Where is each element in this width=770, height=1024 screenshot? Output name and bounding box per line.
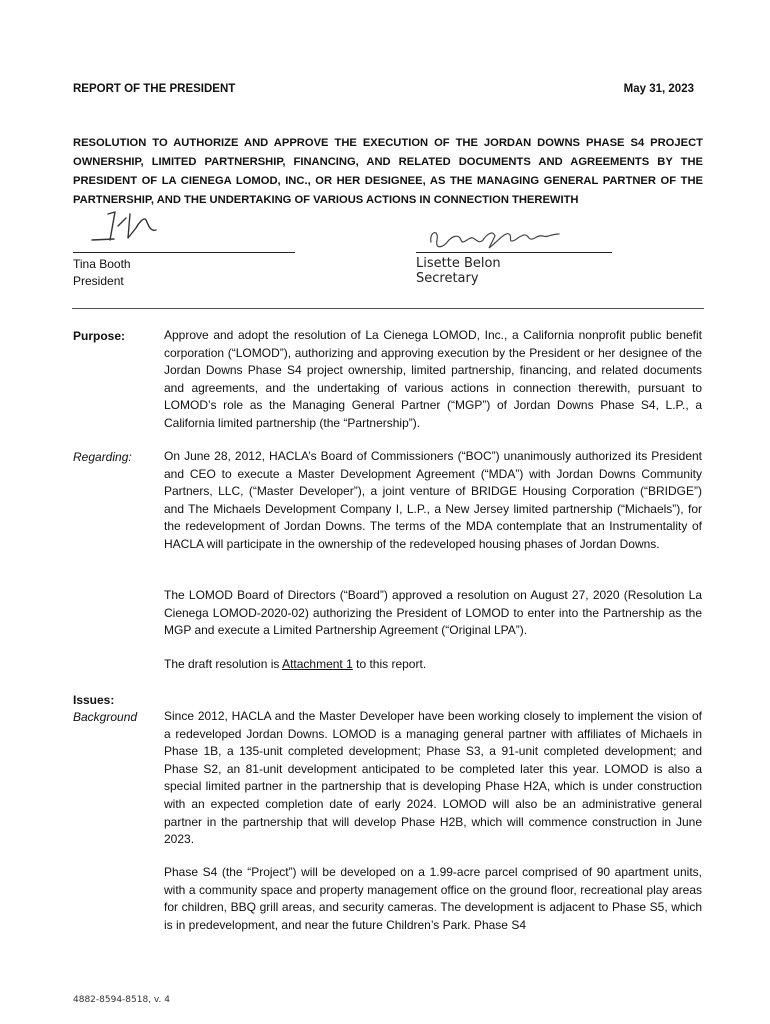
regarding-paragraph-1: On June 28, 2012, HACLA’s Board of Commissioners (“BOC”) unanimously authorized its President and CEO to execute a Master Development Agreement (“MDA”) with Jordan Downs Community Partners, LLC, (“Master Developer”), a joint venture of BRIDGE Housing Corporation (“BRIDGE”) and The Michaels Development Company I, L.P., a New Jersey limited partnership (“Michaels”), for the redevelopment of Jordan Downs. The terms of the MDA contemplate that an Instrumentality of HACLA will participate in the ownership of the redeveloped housing phases of Jordan Downs. bbox=[164, 449, 702, 551]
signer-name-right: Lisette Belon bbox=[416, 256, 501, 271]
issues-label: Issues: bbox=[73, 693, 115, 707]
section-divider bbox=[72, 308, 704, 309]
background-paragraph-2: Phase S4 (the “Project”) will be developed on a 1.99-acre parcel comprised of 90 apartment units, with a community space and property management office on the ground floor, recreational play areas for children, BBQ grill areas, and security cameras. The development is adjacent to Phase S5, which is in predevelopment, and near the future Children’s Park. Phase S4 bbox=[164, 865, 702, 932]
signature-line-right bbox=[416, 252, 612, 253]
report-date: May 31, 2023 bbox=[623, 83, 694, 95]
document-id-footer: 4882-8594-8518, v. 4 bbox=[73, 995, 171, 1005]
resolution-title: RESOLUTION TO AUTHORIZE AND APPROVE THE EXECUTION OF THE JORDAN DOWNS PHASE S4 PROJECT OWNERSHIP, LIMITED PARTNERSHIP, FINANCING, AND RELATED DOCUMENTS AND AGREEMENTS BY THE PRESIDENT OF LA CIENEGA LOMOD, INC., OR HER DESIGNEE, AS THE MANAGING GENERAL PARTNER OF THE PARTNERSHIP, AND THE UNDERTAKING OF VARIOUS ACTIONS IN CONNECTION THEREWITH bbox=[73, 137, 703, 206]
signer-name-left: Tina Booth bbox=[73, 257, 131, 271]
attachment-1-link[interactable]: Attachment 1 bbox=[282, 657, 353, 671]
regarding-p3-text-before: The draft resolution is bbox=[164, 657, 283, 671]
signer-role-right: Secretary bbox=[416, 271, 479, 286]
report-heading: REPORT OF THE PRESIDENT bbox=[73, 83, 236, 95]
purpose-text: Approve and adopt the resolution of La Cienega LOMOD, Inc., a California nonprofit public benefit corporation (“LOMOD”), authorizing and approving execution by the President or her designee of the Jordan Downs Phase S4 project ownership, limited partnership, financing, and related documents and agreements, and the undertaking of various actions in connection therewith, pursuant to LOMOD’s role as the Managing General Partner (“MGP”) of Jordan Downs Phase S4, L.P., a California limited partnership (the “Partnership”). bbox=[164, 328, 702, 430]
signer-role-left: President bbox=[73, 274, 124, 288]
regarding-paragraph-3 bbox=[164, 656, 702, 674]
background-paragraph-1: Since 2012, HACLA and the Master Developer have been working closely to implement the vision of a redeveloped Jordan Downs. LOMOD is a managing general partner with affiliates of Michaels in Phase 1B, a 135-unit completed development; Phase S3, a 91-unit completed development; and Phase S2, an 81-unit development anticipated to be completed later this year. LOMOD is also a special limited partner in the partnership that is developing Phase H2A, which is under construction with an expected completion date of early 2024. LOMOD will also be an administrative general partner in the partnership that will develop Phase H2B, which will commence construction in June 2023. bbox=[164, 709, 702, 847]
background-label: Background bbox=[73, 710, 138, 724]
regarding-p3-text-after: to this report. bbox=[352, 657, 427, 671]
purpose-label: Purpose: bbox=[73, 329, 126, 343]
signature-scribble-left bbox=[88, 206, 168, 246]
regarding-paragraph-2: The LOMOD Board of Directors (“Board”) approved a resolution on August 27, 2020 (Resolution La Cienega LOMOD-2020-02) authorizing the President of LOMOD to enter into the Partnership as the MGP and execute a Limited Partnership Agreement (“Original LPA”). bbox=[164, 588, 702, 638]
signature-scribble-right bbox=[425, 222, 565, 256]
regarding-label: Regarding: bbox=[73, 450, 132, 464]
signature-line-left bbox=[73, 252, 295, 253]
